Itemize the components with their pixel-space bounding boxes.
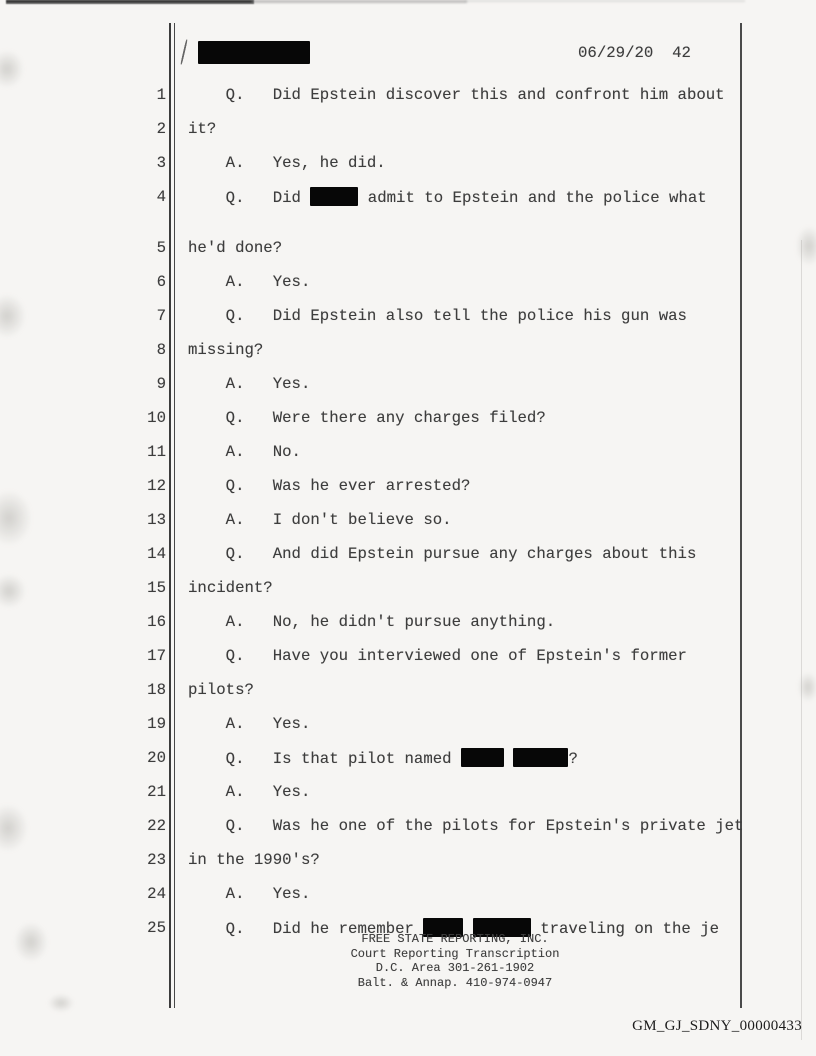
- transcript-line: [0, 577, 816, 611]
- line-text: he'd done?: [188, 239, 283, 257]
- line-number: 1: [156, 86, 166, 104]
- line-number: 14: [147, 545, 166, 563]
- transcript-line: [0, 373, 816, 407]
- line-number: 19: [147, 715, 166, 733]
- line-number: 5: [156, 239, 166, 257]
- transcript-line: [0, 118, 816, 152]
- line-text: Q. Have you interviewed one of Epstein's former: [188, 647, 687, 665]
- redaction-box: [461, 748, 504, 767]
- line-number: 20: [147, 749, 166, 767]
- transcript-line: [0, 679, 816, 713]
- line-text: Q. And did Epstein pursue any charges about this: [188, 545, 697, 563]
- line-number: 8: [156, 341, 166, 359]
- reporter-footer: [285, 932, 625, 990]
- line-text: incident?: [188, 579, 273, 597]
- transcript-line: [0, 305, 816, 339]
- line-text: A. Yes.: [188, 885, 311, 903]
- transcript-line: [0, 152, 816, 186]
- line-text: A. Yes.: [188, 375, 311, 393]
- transcript-line: [0, 237, 816, 271]
- line-number: 12: [147, 477, 166, 495]
- transcript-line: [0, 713, 816, 747]
- transcript-line: [0, 883, 816, 917]
- line-number: 2: [156, 120, 166, 138]
- transcript-line: [0, 84, 816, 118]
- transcript-body: [0, 84, 816, 951]
- footer-line: Balt. & Annap. 410-974-0947: [357, 975, 553, 990]
- line-number: 18: [147, 681, 166, 699]
- line-text: Q. Was he one of the pilots for Epstein's private jet: [188, 817, 744, 835]
- line-text: Q. Did Epstein discover this and confront him about: [188, 86, 725, 104]
- transcript-line: [0, 611, 816, 645]
- redaction-box: [310, 187, 358, 206]
- date-and-page-number: 06/29/20 42: [578, 44, 691, 62]
- line-text: Q. Did admit to Epstein and the police what: [188, 189, 707, 207]
- transcript-line: [0, 407, 816, 441]
- transcript-line: [0, 271, 816, 305]
- line-text: A. Yes.: [188, 783, 311, 801]
- line-text: in the 1990's?: [188, 851, 320, 869]
- transcript-line: [0, 339, 816, 373]
- line-number: 15: [147, 579, 166, 597]
- transcript-line: [0, 815, 816, 849]
- line-text: Q. Was he ever arrested?: [188, 477, 471, 495]
- bates-number: GM_GJ_SDNY_00000433: [632, 1018, 802, 1034]
- line-number: 4: [156, 188, 166, 206]
- footer-line: Court Reporting Transcription: [350, 946, 560, 961]
- line-number: 16: [147, 613, 166, 631]
- line-text: Q. Did he remember traveling on the je: [188, 920, 720, 938]
- line-number: 17: [147, 647, 166, 665]
- line-text: Q. Is that pilot named ?: [188, 750, 578, 768]
- footer-line: FREE STATE REPORTING, INC.: [361, 932, 549, 946]
- line-text: pilots?: [188, 681, 254, 699]
- line-text: Q. Did Epstein also tell the police his gun was: [188, 307, 687, 325]
- transcript-line: [0, 509, 816, 543]
- line-number: 7: [156, 307, 166, 325]
- transcript-line: [0, 475, 816, 509]
- scan-artifact: [465, 0, 745, 2]
- scan-artifact: [6, 0, 254, 4]
- line-number: 24: [147, 885, 166, 903]
- pen-mark: [180, 39, 188, 65]
- line-text: A. I don't believe so.: [188, 511, 452, 529]
- transcript-line: [0, 645, 816, 679]
- line-text: Q. Were there any charges filed?: [188, 409, 546, 427]
- line-text: missing?: [188, 341, 264, 359]
- scan-artifact: [252, 0, 467, 3]
- transcript-line: [0, 543, 816, 577]
- transcript-line: [0, 781, 816, 815]
- redaction-box: [513, 748, 568, 767]
- line-number: 6: [156, 273, 166, 291]
- header-redaction-box: [198, 41, 310, 64]
- line-text: A. Yes.: [188, 715, 311, 733]
- line-text: A. Yes.: [188, 273, 311, 291]
- line-number: 22: [147, 817, 166, 835]
- line-number: 21: [147, 783, 166, 801]
- line-number: 23: [147, 851, 166, 869]
- line-number: 3: [156, 154, 166, 172]
- line-number: 13: [147, 511, 166, 529]
- line-number: 10: [147, 409, 166, 427]
- line-number: 9: [156, 375, 166, 393]
- transcript-line: [0, 849, 816, 883]
- line-text: it?: [188, 120, 217, 138]
- line-number: 11: [147, 443, 166, 461]
- line-text: A. No, he didn't pursue anything.: [188, 613, 556, 631]
- line-text: A. Yes, he did.: [188, 154, 386, 172]
- line-number: 25: [147, 919, 166, 937]
- transcript-line: [0, 747, 816, 781]
- scan-artifact: [48, 994, 74, 1012]
- transcript-line: [0, 441, 816, 475]
- transcript-line: [0, 186, 816, 220]
- line-text: A. No.: [188, 443, 301, 461]
- footer-line: D.C. Area 301-261-1902: [375, 961, 535, 976]
- scan-artifact: [0, 50, 24, 88]
